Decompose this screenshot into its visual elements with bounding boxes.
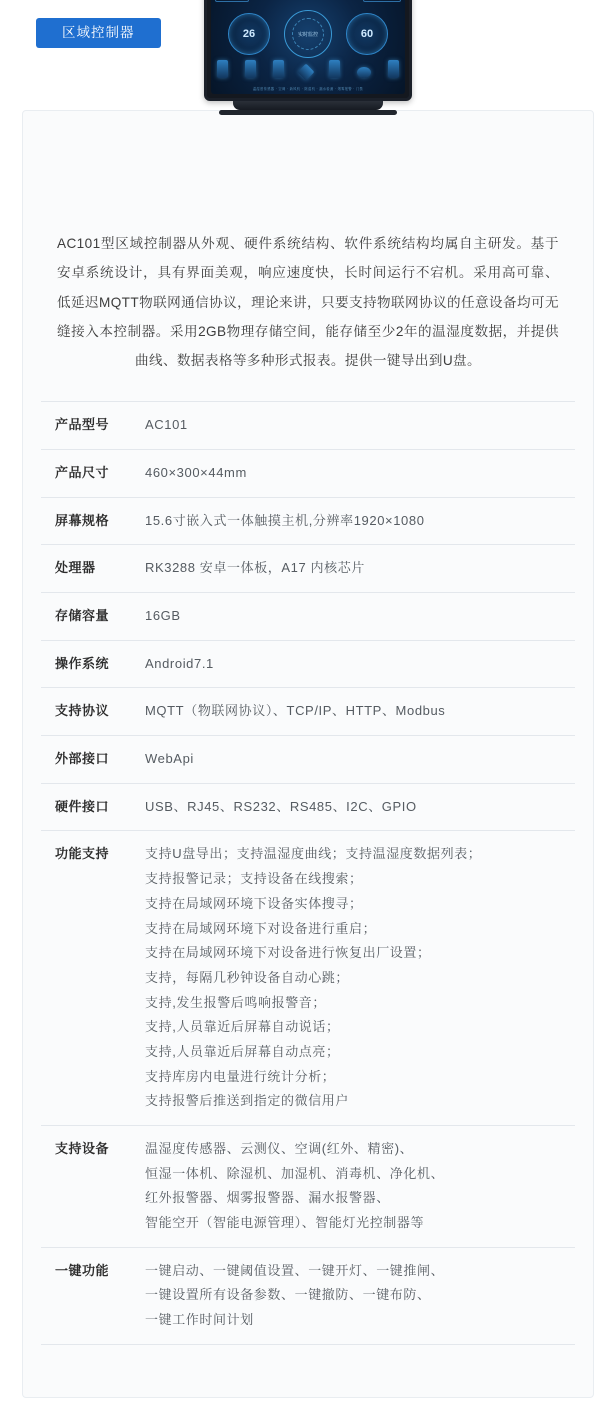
spec-value xyxy=(145,604,575,629)
spec-value-line: 恒湿一体机、除湿机、加湿机、消毒机、净化机、 xyxy=(145,1165,445,1181)
device-icon-6 xyxy=(357,67,371,78)
screen-footer: 温湿度传感器 · 空调 · 新风机 · 除湿机 · 漏水检测 · 烟雾报警 · 门禁 xyxy=(252,87,364,92)
spec-value-line: RK3288 安卓一体板，A17 内核芯片 xyxy=(145,560,365,576)
spec-value-line: AC101 xyxy=(145,417,188,433)
spec-value-line: 一键设置所有设备参数、一键撤防、一键布防、 xyxy=(145,1287,431,1303)
spec-value-line: 支持U盘导出；支持温湿度曲线；支持温湿度数据列表； xyxy=(145,846,482,862)
spec-value-line: 支持在局域网环境下对设备进行恢复出厂设置； xyxy=(145,945,431,961)
device-icon-1 xyxy=(217,60,228,78)
spec-label: 支持协议 xyxy=(55,703,110,719)
spec-label: 功能支持 xyxy=(55,846,110,862)
spec-value-line: 红外报警器、烟雾报警器、漏水报警器、 xyxy=(145,1190,390,1206)
spec-row xyxy=(41,641,575,689)
spec-value xyxy=(145,842,575,1114)
spec-row xyxy=(41,736,575,784)
screen-status-pill-left xyxy=(215,0,249,2)
device-icon-5 xyxy=(329,60,340,78)
screen-topbar xyxy=(215,0,401,2)
spec-value xyxy=(145,1259,575,1333)
screen-status-pill-right xyxy=(363,0,401,2)
spec-row xyxy=(41,545,575,593)
spec-row xyxy=(41,498,575,546)
spec-value-line: 支持报警后推送到指定的微信用户 xyxy=(145,1093,350,1109)
device-screen xyxy=(211,0,405,94)
spec-value-line: 支持,发生报警后鸣响报警音； xyxy=(145,994,327,1010)
spec-value xyxy=(145,556,575,581)
spec-value-line: 支持库房内电量进行统计分析； xyxy=(145,1068,336,1084)
spec-value-line: 16GB xyxy=(145,608,181,624)
spec-value-line: 温湿度传感器、云测仪、空调(红外、精密)、 xyxy=(145,1141,414,1157)
product-intro: AC101型区域控制器从外观、硬件系统结构、软件系统结构均属自主研发。基于安卓系统设计，具有界面美观，响应速度快，长时间运行不宕机。采用高可靠、低延迟MQTT物联网通信协议，理论来讲，只要支持物联网协议的任意设备均可无缝接入本控制器。采用2GB物理存储空间，能存储至少2年的温湿度数据，并提供曲线、数据表格等多种形式报表。提供一键导出到U盘。 xyxy=(57,236,559,369)
spec-value-line: 一键工作时间计划 xyxy=(145,1312,254,1328)
screen-gauges xyxy=(211,10,405,58)
device-stand-base xyxy=(219,110,397,115)
spec-row xyxy=(41,450,575,498)
spec-value-line: 智能空开（智能电源管理）、智能灯光控制器等 xyxy=(145,1215,425,1231)
device-icon-4 xyxy=(298,64,315,81)
spec-value xyxy=(145,1137,575,1236)
spec-label: 外部接口 xyxy=(55,751,110,767)
device-icon-3 xyxy=(273,60,284,78)
humidity-gauge: 60 xyxy=(346,13,388,55)
spec-value xyxy=(145,699,575,724)
spec-label: 屏幕规格 xyxy=(55,512,110,528)
device-bezel xyxy=(204,0,412,101)
spec-value-line: 支持在局域网环境下设备实体搜寻； xyxy=(145,895,363,911)
center-ring-icon xyxy=(284,10,332,58)
screen-device-icons xyxy=(217,60,399,78)
product-card xyxy=(22,28,594,1398)
spec-label: 操作系统 xyxy=(55,655,110,671)
spec-value-line: 支持在局域网环境下对设备进行重启； xyxy=(145,920,377,936)
spec-value-line: 支持报警记录；支持设备在线搜索； xyxy=(145,871,363,887)
spec-label: 产品型号 xyxy=(55,417,110,433)
spec-value xyxy=(145,795,575,820)
spec-label: 存储容量 xyxy=(55,608,110,624)
device-image xyxy=(23,0,593,115)
spec-value xyxy=(145,509,575,534)
spec-row xyxy=(41,593,575,641)
spec-value xyxy=(145,652,575,677)
spec-value xyxy=(145,461,575,486)
spec-value-line: 支持,人员靠近后屏幕自动说话； xyxy=(145,1019,340,1035)
spec-value-line: USB、RJ45、RS232、RS485、I2C、GPIO xyxy=(145,798,417,814)
spec-row xyxy=(41,688,575,736)
spec-table xyxy=(41,401,575,1345)
device-stand xyxy=(233,101,383,110)
device-icon-7 xyxy=(388,60,399,78)
center-ring-label: 实时监控 xyxy=(297,31,318,38)
spec-value-line: 支持,人员靠近后屏幕自动点亮； xyxy=(145,1043,340,1059)
spec-value-line: 支持，每隔几秒钟设备自动心跳； xyxy=(145,969,350,985)
spec-row xyxy=(41,1248,575,1345)
spec-row xyxy=(41,402,575,450)
spec-value-line: WebApi xyxy=(145,751,194,767)
spec-value-line: Android7.1 xyxy=(145,655,214,671)
spec-value xyxy=(145,747,575,772)
spec-value xyxy=(145,413,575,438)
spec-value-line: 15.6寸嵌入式一体触摸主机,分辨率1920×1080 xyxy=(145,512,425,528)
spec-value-line: MQTT（物联网协议）、TCP/IP、HTTP、Modbus xyxy=(145,703,446,719)
spec-label: 硬件接口 xyxy=(55,798,110,814)
spec-label: 一键功能 xyxy=(55,1262,110,1278)
section-tag: 区域控制器 xyxy=(36,18,161,48)
temperature-gauge: 26 xyxy=(228,13,270,55)
spec-row xyxy=(41,1126,575,1248)
spec-label: 支持设备 xyxy=(55,1141,110,1157)
spec-value-line: 一键启动、一键阈值设置、一键开灯、一键推闸、 xyxy=(145,1262,445,1278)
spec-value-line: 460×300×44mm xyxy=(145,464,247,480)
spec-label: 产品尺寸 xyxy=(55,464,110,480)
device-icon-2 xyxy=(245,60,256,78)
spec-label: 处理器 xyxy=(55,560,96,576)
device-illustration xyxy=(204,0,412,115)
card-bottom-spacer xyxy=(23,1345,593,1371)
spec-row xyxy=(41,784,575,832)
screen-title xyxy=(249,0,363,1)
spec-row xyxy=(41,831,575,1126)
